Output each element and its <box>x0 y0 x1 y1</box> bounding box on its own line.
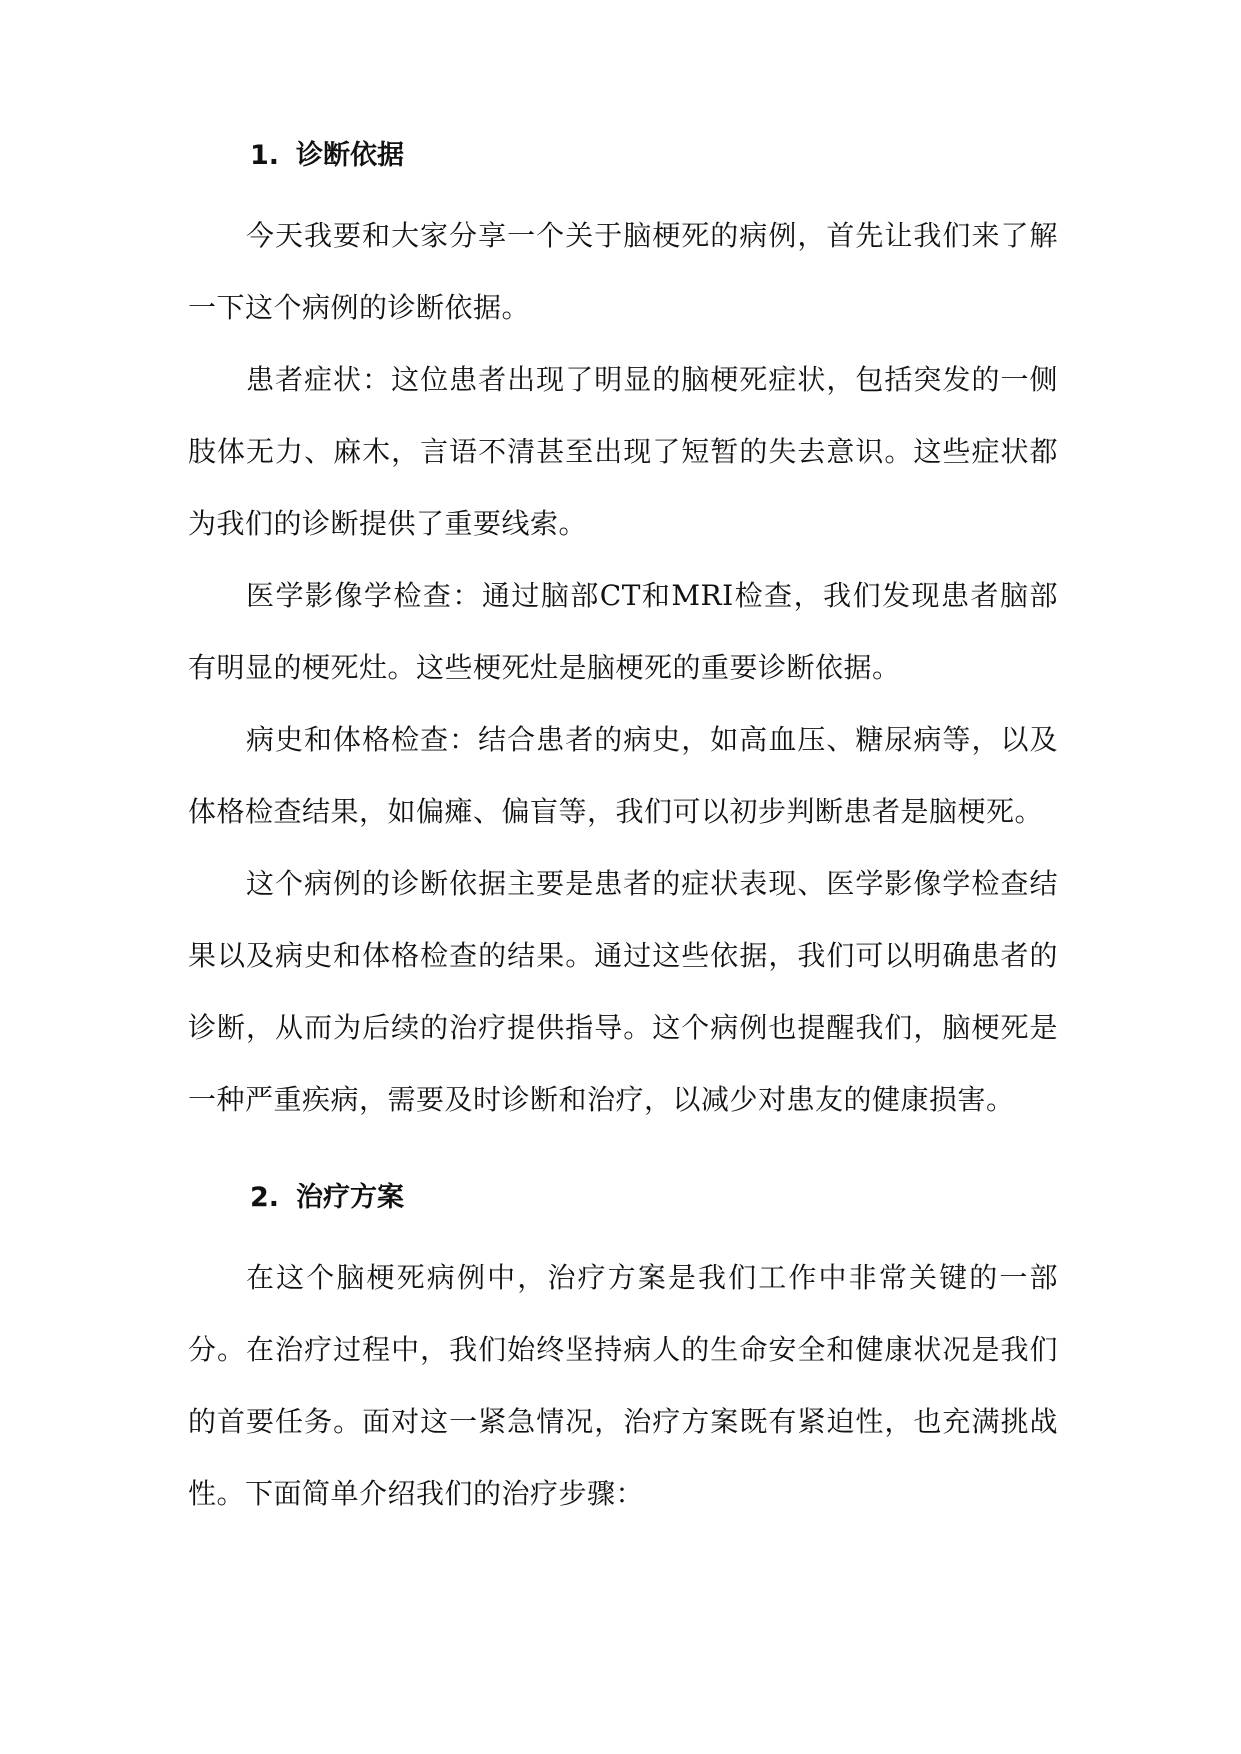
section-number: 1. <box>250 140 280 171</box>
section-number: 2. <box>250 1182 280 1213</box>
paragraph: 医学影像学检查：通过脑部CT和MRI检查，我们发现患者脑部有明显的梗死灶。这些梗死灶是脑梗死的重要诊断依据。 <box>188 579 1058 684</box>
document-body <box>188 140 1058 1530</box>
paragraph: 患者症状：这位患者出现了明显的脑梗死症状，包括突发的一侧肢体无力、麻木，言语不清甚至出现了短暂的失去意识。这些症状都为我们的诊断提供了重要线索。 <box>188 363 1058 540</box>
section-title: 治疗方案 <box>296 1182 404 1213</box>
section-title: 诊断依据 <box>296 140 404 171</box>
section-heading-treatment <box>250 1182 1058 1214</box>
paragraph: 病史和体格检查：结合患者的病史，如高血压、糖尿病等，以及体格检查结果，如偏瘫、偏盲等，我们可以初步判断患者是脑梗死。 <box>188 723 1058 828</box>
paragraph: 这个病例的诊断依据主要是患者的症状表现、医学影像学检查结果以及病史和体格检查的结果。通过这些依据，我们可以明确患者的诊断，从而为后续的治疗提供指导。这个病例也提醒我们，脑梗死是一种严重疾病，需要及时诊断和治疗，以减少对患友的健康损害。 <box>188 867 1058 1116</box>
section-heading-diagnosis <box>250 140 1058 172</box>
paragraph: 今天我要和大家分享一个关于脑梗死的病例，首先让我们来了解一下这个病例的诊断依据。 <box>188 219 1058 324</box>
paragraph: 在这个脑梗死病例中，治疗方案是我们工作中非常关键的一部分。在治疗过程中，我们始终坚持病人的生命安全和健康状况是我们的首要任务。面对这一紧急情况，治疗方案既有紧迫性，也充满挑战性。下面简单介绍我们的治疗步骤： <box>188 1261 1058 1510</box>
